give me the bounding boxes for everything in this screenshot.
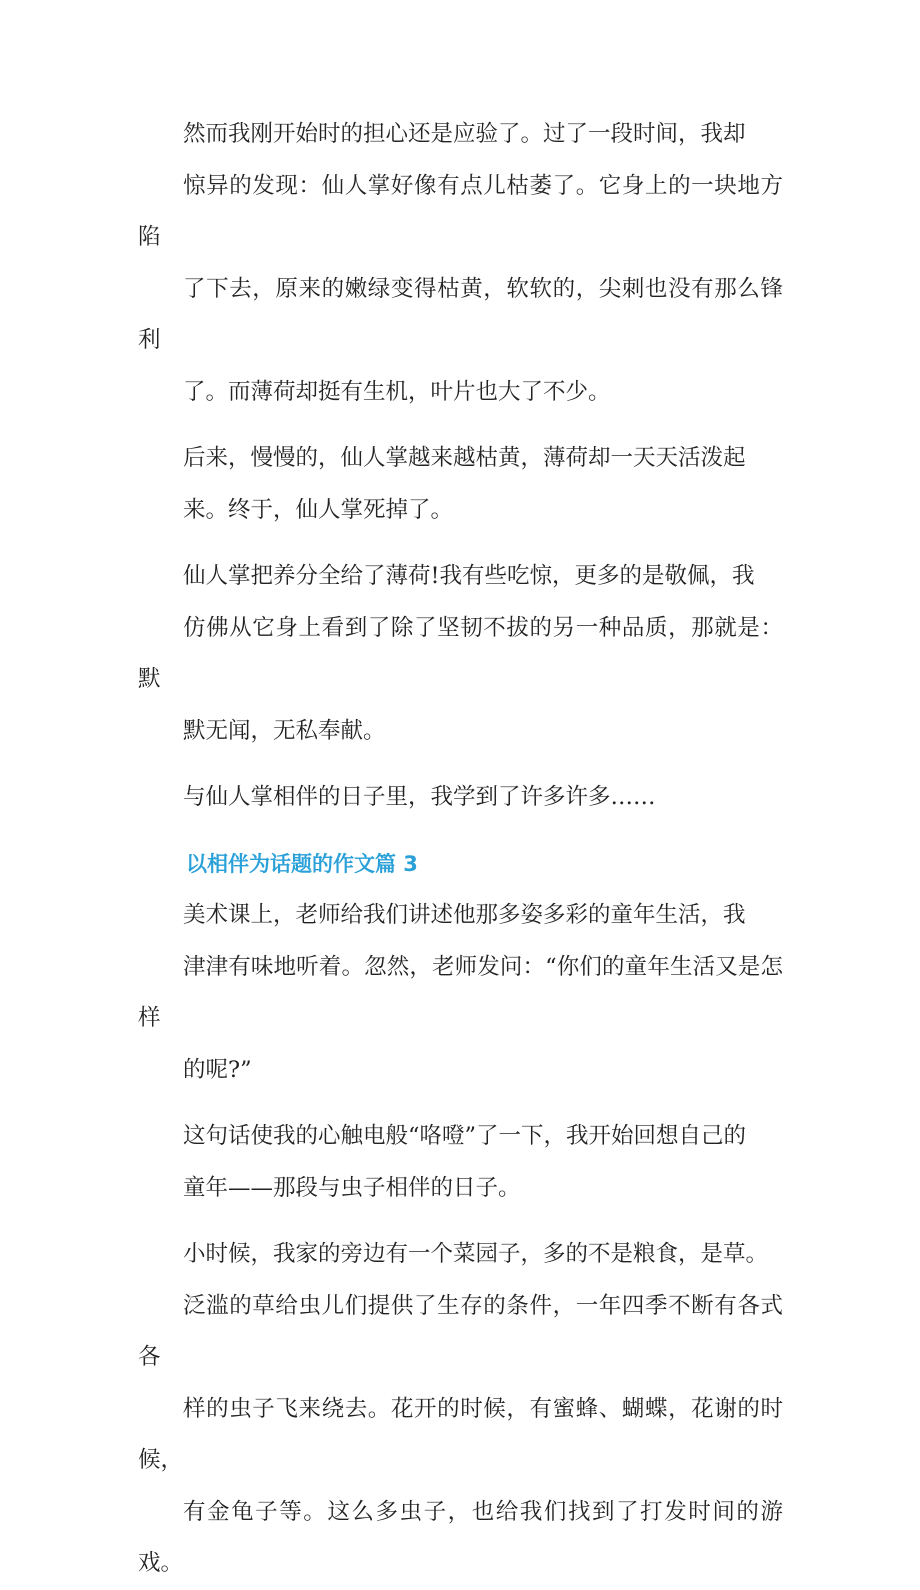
- paragraphs-after: [138, 890, 783, 1590]
- text-line: 小时候，我家的旁边有一个菜园子，多的不是粮食，是草。: [183, 1241, 769, 1267]
- paragraph: [138, 1229, 783, 1590]
- text-line: 有金龟子等。这么多虫子，也给我们找到了打发时间的游戏。: [138, 1498, 783, 1576]
- text-line: 惊异的发现：仙人掌好像有点儿枯萎了。它身上的一块地方陷: [138, 172, 783, 250]
- paragraph: [138, 433, 783, 536]
- paragraph: [138, 109, 783, 418]
- paragraph: [138, 890, 783, 1096]
- paragraphs-before: [138, 109, 783, 824]
- text-line: 默无闻，无私奉献。: [183, 717, 386, 744]
- text-line: 童年——那段与虫子相伴的日子。: [183, 1174, 521, 1201]
- text-line: 这句话使我的心触电般“咯噔”了一下，我开始回想自己的: [183, 1123, 747, 1149]
- text-line: 仙人掌把养分全给了薄荷!我有些吃惊，更多的是敬佩，我: [183, 563, 755, 589]
- text-line: 泛滥的草给虫儿们提供了生存的条件，一年四季不断有各式各: [138, 1292, 783, 1370]
- text-line: 后来，慢慢的，仙人掌越来越枯黄，薄荷却一天天活泼起: [183, 445, 746, 471]
- text-line: 与仙人掌相伴的日子里，我学到了许多许多……: [183, 784, 656, 810]
- text-line: 来。终于，仙人掌死掉了。: [183, 496, 454, 523]
- text-line: 然而我刚开始时的担心还是应验了。过了一段时间，我却: [183, 121, 746, 147]
- text-line: 样的虫子飞来绕去。花开的时候，有蜜蜂、蝴蝶，花谢的时候，: [138, 1395, 783, 1473]
- section-title: 以相伴为话题的作文篇 3: [186, 851, 418, 876]
- text-line: 仿佛从它身上看到了除了坚韧不拔的另一种品质，那就是：默: [138, 614, 783, 692]
- paragraph: [138, 772, 783, 824]
- text-line: 津津有味地听着。忽然，老师发问：“你们的童年生活又是怎样: [138, 953, 783, 1031]
- document-page: [138, 109, 783, 1590]
- text-line: 了。而薄荷却挺有生机，叶片也大了不少。: [183, 378, 611, 405]
- text-line: 了下去，原来的嫩绿变得枯黄，软软的，尖刺也没有那么锋利: [138, 275, 783, 353]
- paragraph: [138, 1111, 783, 1214]
- paragraph: [138, 551, 783, 757]
- text-line: 的呢?”: [183, 1056, 252, 1083]
- text-line: 美术课上，老师给我们讲述他那多姿多彩的童年生活，我: [183, 902, 746, 928]
